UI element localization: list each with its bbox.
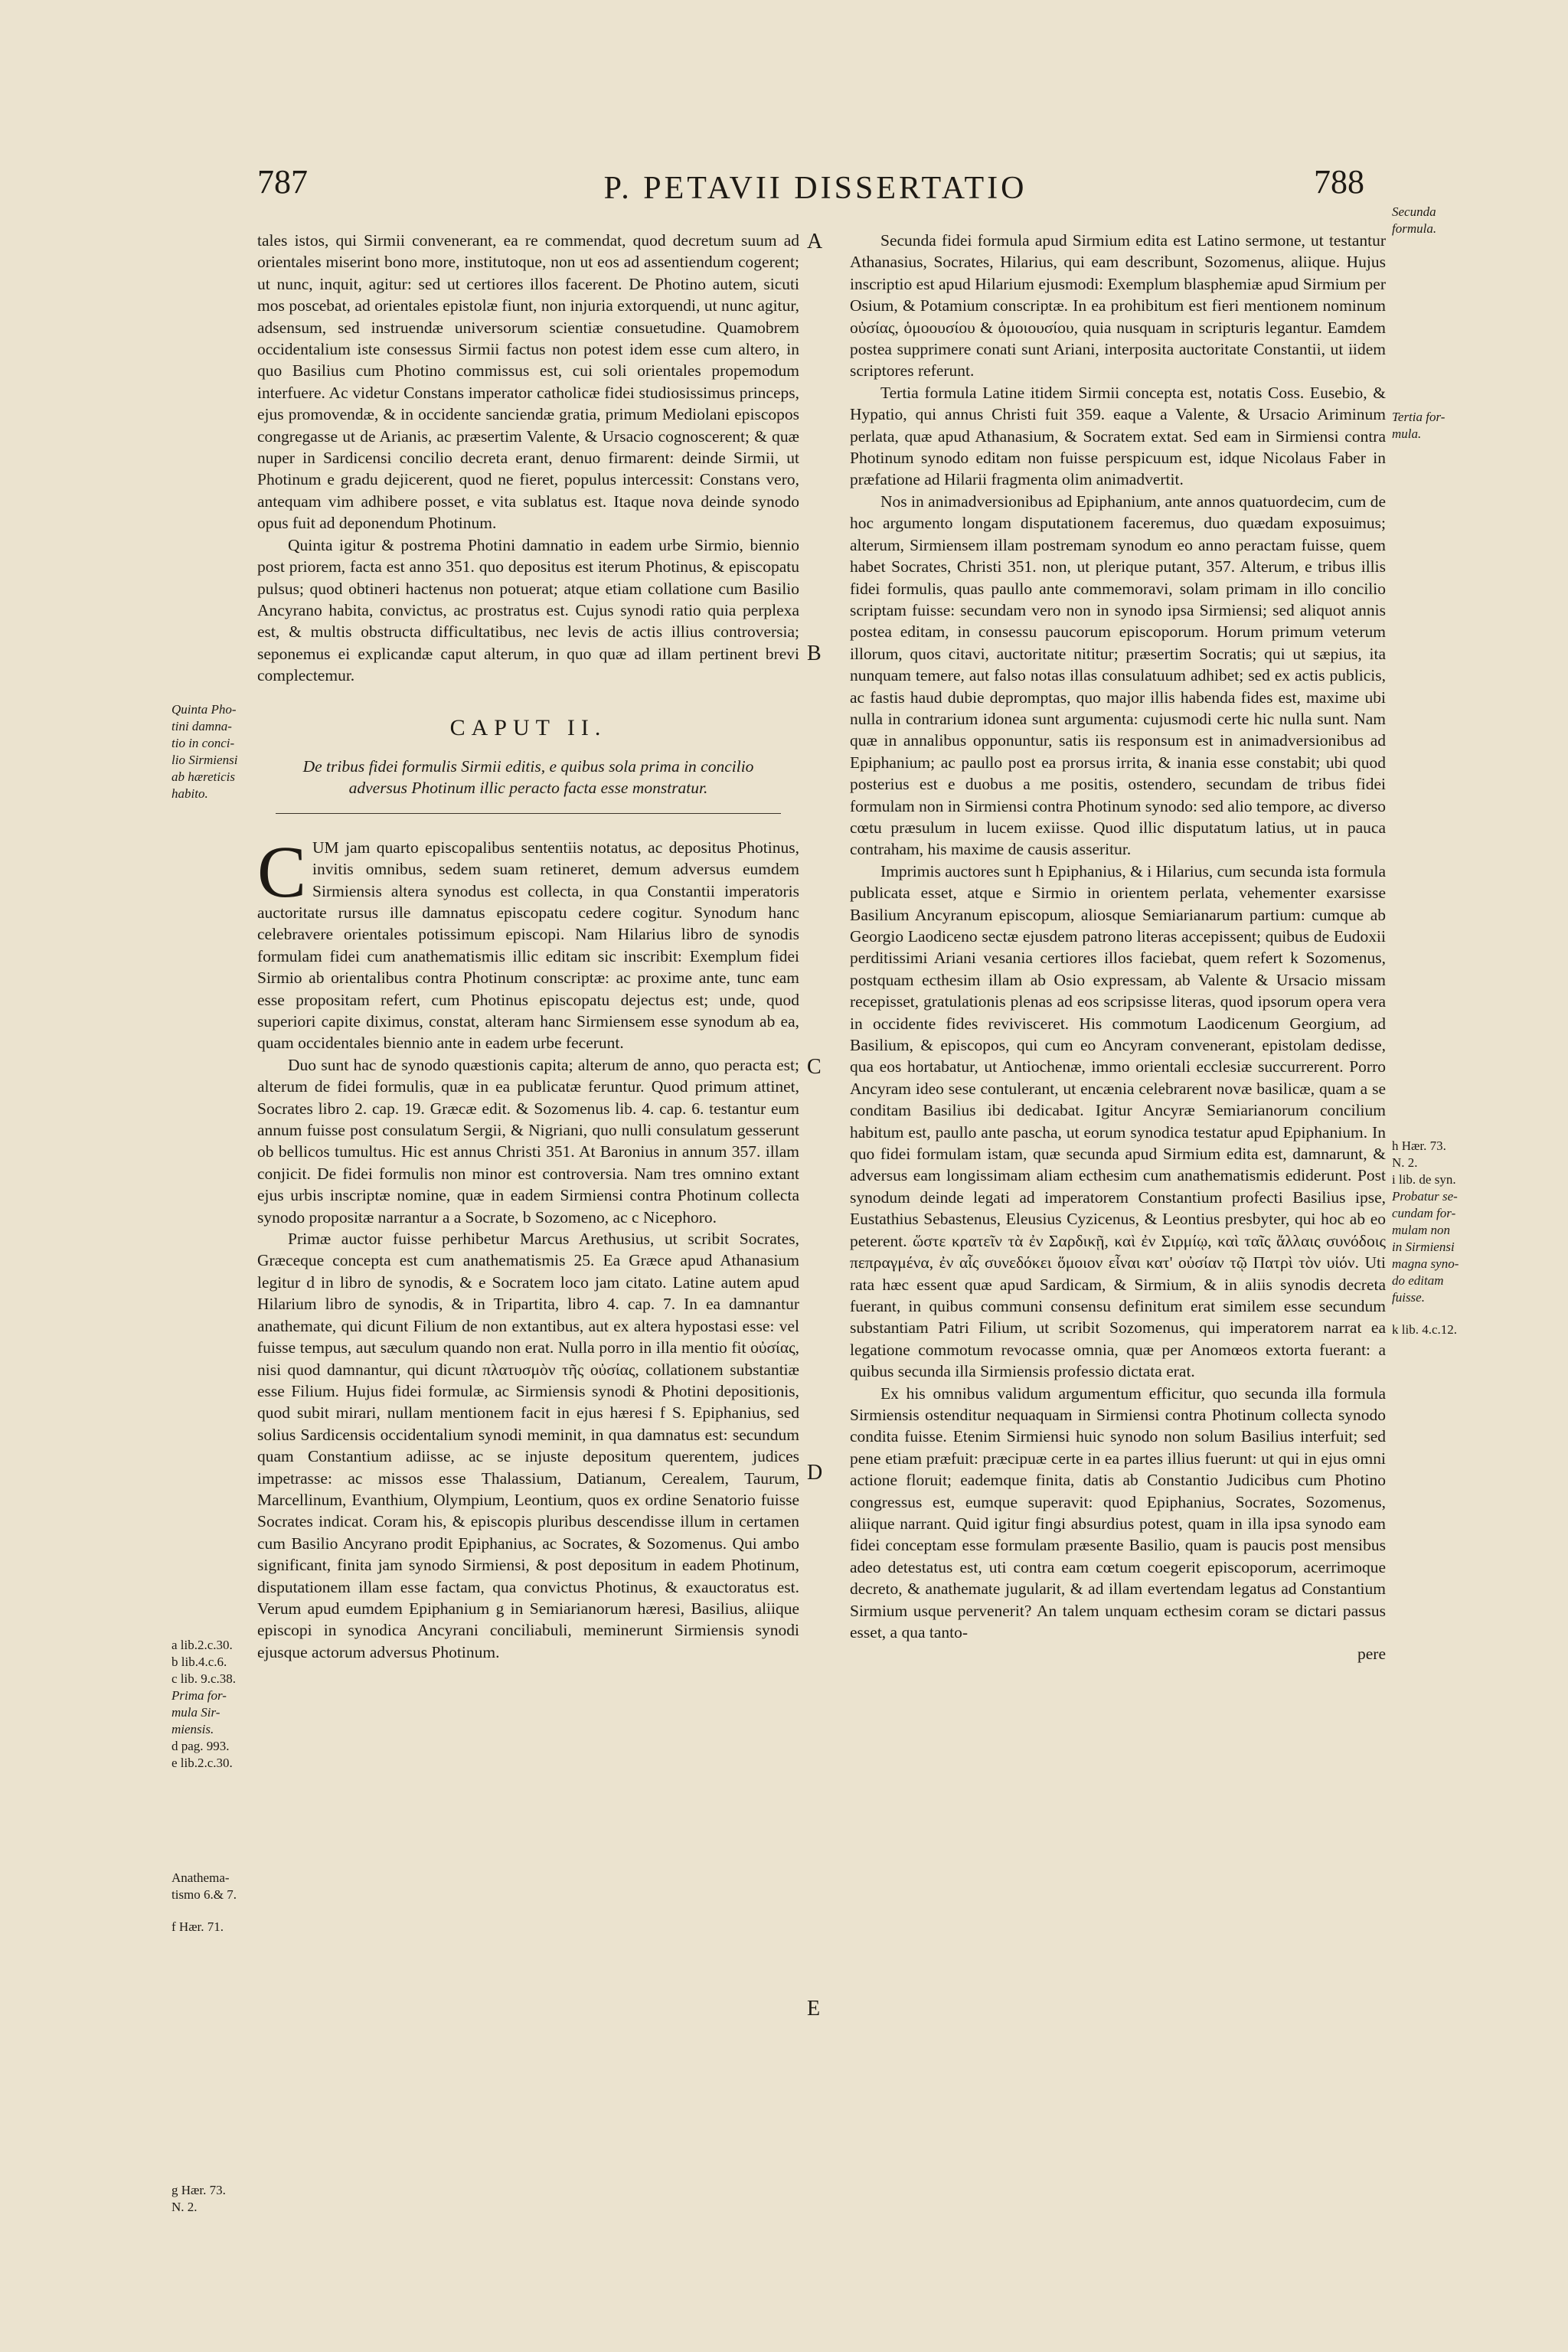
left-paragraph-1: tales istos, qui Sirmii convenerant, ea re commendat, quod decretum suum ad orientales miserint bono more, institutoque, non ut eos ad assentiendum cogerent; ut nunc, inquit, agitur: sed ut certiores illos facerent. De Photino autem, sicuti mos poscebat, ad orientales epistolæ fiunt, non injuria extorquendi, ut nunc agitur, adsensum, sed instruendæ universorum scientiæ consuetudine. Quamobrem occidentalium iste consessus Sirmii factus non potest idem esse cum altero, in quo Basilius cum Photino commissus est, cui soli orientales propemodum interfuere. Ac videtur Constans imperator catholicæ fidei studiosissimus princeps, ejus promovendæ, & in occidente sanciendæ gratia, primum Mediolani episcopos congregasse ut de Arianis, ac præsertim Valente, & Ursacio cognoscerent; & quæ nuper in Sardicensi concilio decreta erant, denuo firmarent: deinde Sirmii, ut Photinum e gradu dejicerent, quod ne fieret, populus intercessit: Constans vero, antequam vim adhibere posset, e vita sublatus est. Itaque nova deinde synodo opus fuit ad deponendum Photinum. xyxy=(257,231,799,533)
margin-note-tertia: Tertia for- mula. xyxy=(1392,410,1446,441)
section-letter-a: A xyxy=(807,230,823,253)
left-paragraph-5: Primæ auctor fuisse perhibetur Marcus Arethusius, ut scribit Socrates, Græceque concepta est cum anathematismis 25. Ea Græce apud Athanasium legitur d in libro de synodis, & e Socratem loco jam citato. Latine autem apud Hilarium libro de synodis, & in Tripartita, libro 4. cap. 7. In ea damnantur anathemate, qui dicunt Filium de non extantibus, aut ex altera hypostasi esse: vel fuisse tempus, aut sæculum quando non erat. Nulla porro in illa mentio fit οὐσίας, nisi quod damnantur, qui dicunt πλατυσμὸν τῆς οὐσίας, collationem substantiæ esse Filium. Hujus fidei formulæ, ac Sirmiensis synodi & Photini depositionis, quod subit mirari, nullam mentionem facit in ejus hæresi f S. Epiphanius, sed solius Sardicensis occidentalium synodi meminit, in qua damnatus est: secundum quam Constantium adiisse, ac se injuste depositum querentem, judices impetrasse: ac missos esse Thalassium, Datianum, Cerealem, Taurum, Marcellinum, Evanthium, Olympium, Leontium, quos ex ordine Senatorio fuisse Socrates indicat. Coram his, & episcopis pluribus descendisse illum in certamen cum Basilio Ancyrano prodit Epiphanius, ac Socrates, & Sozomenus. Qui ambo significant, finita jam synodo Sirmiensi, & post depositum in eadem Photinum, disputationem illam esse factam, qua convictus Photinus, & exauctoratus est. Verum apud eumdem Epiphanium g in Semiarianorum hæresi, Basilius, aliique episcopi in synodica Ancyrani conciliabuli, meminerunt Sirmiensis synodi ejusque actorum adversus Photinum. xyxy=(257,1230,799,1661)
right-paragraph-4: Imprimis auctores sunt h Epiphanius, & i Hilarius, cum secunda ista formula publicata esset, atque e Sirmio in orientem perlata, vehementer exarsisse Basilium Ancyranum episcopum, aliosque Semiarianarum partium: cumque ab Georgio Laodiceno sectæ ejusdem patrono literas accepissent; quibus de Eudoxii perditissimi Ariani vesania certiores illos faciebat, quem refert k Sozomenus, postquam ecthesim illam ab Osio expressam, ab Valente & Ursacio missam recepisset, gratulationis plenas ad eos scripsisse literas, quod ipsorum opera vera in occidente fides revivisceret. His commotum Laodicenum Georgium, ad Basilium, & episcopos, qui cum eo Ancyram convenerant, epistolam dedisse, qua eos hortabatur, ut Antiochenæ, immo orientali ecclesiæ succurrerent. Porro Ancyram ideo sese contulerant, ut encænia celebrarent novæ basilicæ, quam a se conditam Basilius ibi dedicabat. Igitur Ancyræ Semiarianorum concilium habitum est, paullo ante pascha, ut eorum synodica testatur apud Epiphanium. In quo fidei formulam istam, quæ secunda apud Sirmium edita est, damnarunt, & adversus eam longissimam aliam ecthesim cum anathematismis ediderunt. Post synodum deinde legati ad imperatorem Constantium profecti Basilius ipse, Eustathius Sebastenus, Eleusius Cyzicenus, & Leontius presbyter, qui hoc ab eo peterent. ὥστε κρατεῖν τὰ ἐν Σαρδικῇ, καὶ ἐν Σιρμίῳ, καὶ ταῖς ἄλλαις συνόδοις πεπραγμένα, ἐν αἷς συνεδόκει ὅμοιον εἶναι κατ' οὐσίαν τῷ Πατρὶ τὸν υἱόν. Uti rata hæc essent quæ apud Sardicam, & Sirmium, & in aliis synodis decreta fuerant, in quibus communi consensu definitum erat similem esse secundum substantiam Patri Filium, ut scribit Sozomenus, qui imperatorem narrat ea legatione commotum revocasse omnia, quæ per Anomœos extorta fuerant: a quibus secunda illa Sirmiensis professio dictata erat. xyxy=(850,861,1386,1381)
margin-refs-abc: a lib.2.c.30. b lib.4.c.6. c lib. 9.c.38. xyxy=(172,1638,237,1686)
left-paragraph-4: Duo sunt hac de synodo quæstionis capita; alterum de anno, quo peracta est; alterum de fidei formulis, quæ in ea publicatæ feruntur. Quod primum attinet, Socrates libro 2. cap. 19. Græcæ edit. & Sozomenus lib. 4. cap. 6. testantur eum annum fuisse post consulatum Sergii, & Nigriani, quo nulli consulatum gesserunt ob bellicos tumultus. Hic est annus Christi 351. At Baronius in annum 357. illam conjicit. De fidei formulis non minor est controversia. Nam tres omnino extant ejus urbis inscriptæ nomine, quæ in eadem Sirmiensi contra Photinum collecta synodo propositæ narrantur a a Socrate, b Sozomeno, ac c Nicephoro. xyxy=(257,1055,799,1227)
section-letter-e: E xyxy=(807,1997,821,2020)
section-letter-b: B xyxy=(807,642,822,665)
running-title: P. PETAVII DISSERTATIO xyxy=(603,171,1027,206)
margin-refs-hi: h Hær. 73. N. 2. i lib. de syn. xyxy=(1392,1138,1456,1187)
page-number-left: 787 xyxy=(257,163,308,201)
right-paragraph-1: Secunda fidei formula apud Sirmium edita est Latino sermone, ut testantur Athanasius, Socrates, Hilarius, qui eam describunt, Sozomenus, aliique. Hujus inscriptio est apud Hilarium ejusmodi: Exemplum blasphemiæ apud Sirmium per Osium, & Potamium conscriptæ. In ea prohibitum est fieri mentionem nominum οὐσίας, ὁμοουσίου & ὁμοιουσίου, quia nusquam in scripturis legantur. Eamdem postea supprimere conati sunt Ariani, interposita auctoritate Constantii, ut iidem scriptores referunt. xyxy=(850,231,1386,381)
margin-ref-g: g Hær. 73. N. 2. xyxy=(172,2183,226,2214)
margin-ref-k: k lib. 4.c.12. xyxy=(1392,1322,1457,1337)
left-column xyxy=(257,230,799,1663)
chapter-title: CAPUT II. xyxy=(449,714,607,740)
margin-ref-f: f Hær. 71. xyxy=(172,1919,224,1934)
left-paragraph-3: UM jam quarto episcopalibus sententiis notatus, ac depositus Photinus, invitis omnibus, sedem suam retineret, demum adversus eumdem Sirmiensis altera synodus est collecta, in qua Constantii imperatoris auctoritate rursus ille damnatus episcopatu cedere cogitur. Synodum hanc celebravere orientales potissimum episcopi. Nam Hilarius libro de synodis formulam fidei cum anathematismis illic editam sic inscribit: Exemplum fidei Sirmio ab orientalibus contra Photinum conscriptæ: ac proxime ante, tunc eam esse propositam refert, cum Photinus episcopatu dejectus est; unde, quod superiori capite diximus, constat, alteram hanc Sirmiensem esse synodum ab ea, quam occidentales biennio ante in eadem urbe fecerunt. xyxy=(257,838,799,1053)
margin-note-secunda: Secunda formula. xyxy=(1392,204,1437,236)
drop-cap: C xyxy=(257,830,307,913)
catchword: pere xyxy=(1357,1645,1386,1664)
margin-note-prima: Prima for- mula Sir- miensis. xyxy=(172,1688,227,1736)
margin-note-anathema: Anathema- tismo 6.& 7. xyxy=(172,1870,237,1902)
right-column xyxy=(850,230,1386,1665)
right-paragraph-3: Nos in animadversionibus ad Epiphanium, ante annos quatuordecim, cum de hoc argumento longam disputationem faceremus, duo quædam exposuimus; alterum, Sirmiensem illam postremam synodum eo anno peractam fuisse, quem habet Socrates, Christi 351. non, ut plerique putant, 357. Alterum, e tribus illis fidei formulis, quas paullo ante commemoravi, solam primam in illo concilio scriptam fuisse: secundam vero non in synodo ipsa Sirmiensi; sed aliquot annis postea editam, in consessu paucorum episcoporum. Horum primum veterum illorum, quos citavi, auctoritate nititur; præsertim Socratis; qui ut sæpius, ita nunquam temere, aut falso notas illas consulatuum adhibet; sed ex actis publicis, ac fastis haud dubie depromptas, quo major illis habenda fides est, maxime ubi nulla in contrarium idonea sunt argumenta: cujusmodi certe hic nulla sunt. Nam quæ in annalibus opponuntur, satis iis responsum est in animadversionibus ad Epiphanium; ac paullo post ea prorsus irrita, & inania esse constabit; ubi quod posterius est e duobus a me positis, ostendero, secundam de tribus fidei formulam non in Sirmiensi contra Photinum synodo: sed alio tempore, ac diverso cœtu præsulum in lucem exiisse. Quod illic disputatum latius, ut in pauca contraham, his maxime de causis asseritur. xyxy=(850,492,1386,859)
margin-note-quinta: Quinta Pho- tini damna- tio in conci- lio Sirmiensi ab hæreticis habito. xyxy=(172,702,238,801)
left-paragraph-2: Quinta igitur & postrema Photini damnatio in eadem urbe Sirmio, biennio post priorem, facta est anno 351. quo depositus est iterum Photinus, & episcopatu pulsus; quod obtineri hactenus non potuerat; atque etiam collatione cum Basilio Ancyrano habita, convictus, ac prostratus est. Cujus synodi ratio quia perplexa est, & multis obstructa difficultatibus, nec levis de actis illius controversia; seponemus ei explicandæ caput alterum, in quo quæ ad illam pertinent brevi complectemur. xyxy=(257,535,799,685)
section-letter-c: C xyxy=(807,1055,822,1079)
right-paragraph-5: Ex his omnibus validum argumentum efficitur, quo secunda illa formula Sirmiensis ostenditur nequaquam in Sirmiensi contra Photinum collecta synodo condita fuisse. Etenim Sirmiensi huic synodo non solum Basilius interfuit; sed pene etiam præfuit: præcipuæ certe in ea partes illius fuerunt: ut qui in ejus omni actione floruit; eademque finita, datis ab Constantio Judicibus cum Photino congressus est, eumque superavit: quod Epiphanius, Socrates, Sozomenus, aliique narrant. Quid igitur fingi absurdius potest, quam in illa ipsa synodo eam fidei conceptam esse formulam præsente Basilio, quam is paucis post mensibus adeo detestatus est, uti contra eam cœtum coegerit episcoporum, acerrimoque decreto, & anathemate jugularit, & ad illam evertendam legatus ad Constantium Sirmium usque pervenerit? An talem unquam ecthesim coram se dictari passus esset, a qua tanto- xyxy=(850,1383,1386,1642)
page-number-right: 788 xyxy=(1314,163,1364,201)
right-paragraph-2: Tertia formula Latine itidem Sirmii concepta est, notatis Coss. Eusebio, & Hypatio, qui annus Christi fuit 359. eaque a Valente, & Ursacio Ariminum perlata, quæ apud Athanasium, & Socratem extat. Sed eam in Sirmiensi contra Photinum synodo editam non fuisse perspicuum est, idque Nicolaus Faber in præfatione ad Hilarii fragmenta olim animadvertit. xyxy=(850,383,1386,489)
section-letter-d: D xyxy=(807,1461,823,1485)
chapter-subtitle: De tribus fidei formulis Sirmii editis, e quibus sola prima in concilio adversus Photinum illic peracto facta esse monstratur. xyxy=(276,756,781,814)
margin-note-probatur: Probatur se- cundam for- mulam non in Sirmiensi magna syno- do editam fuisse. xyxy=(1392,1189,1459,1305)
margin-refs-de: d pag. 993. e lib.2.c.30. xyxy=(172,1739,233,1770)
